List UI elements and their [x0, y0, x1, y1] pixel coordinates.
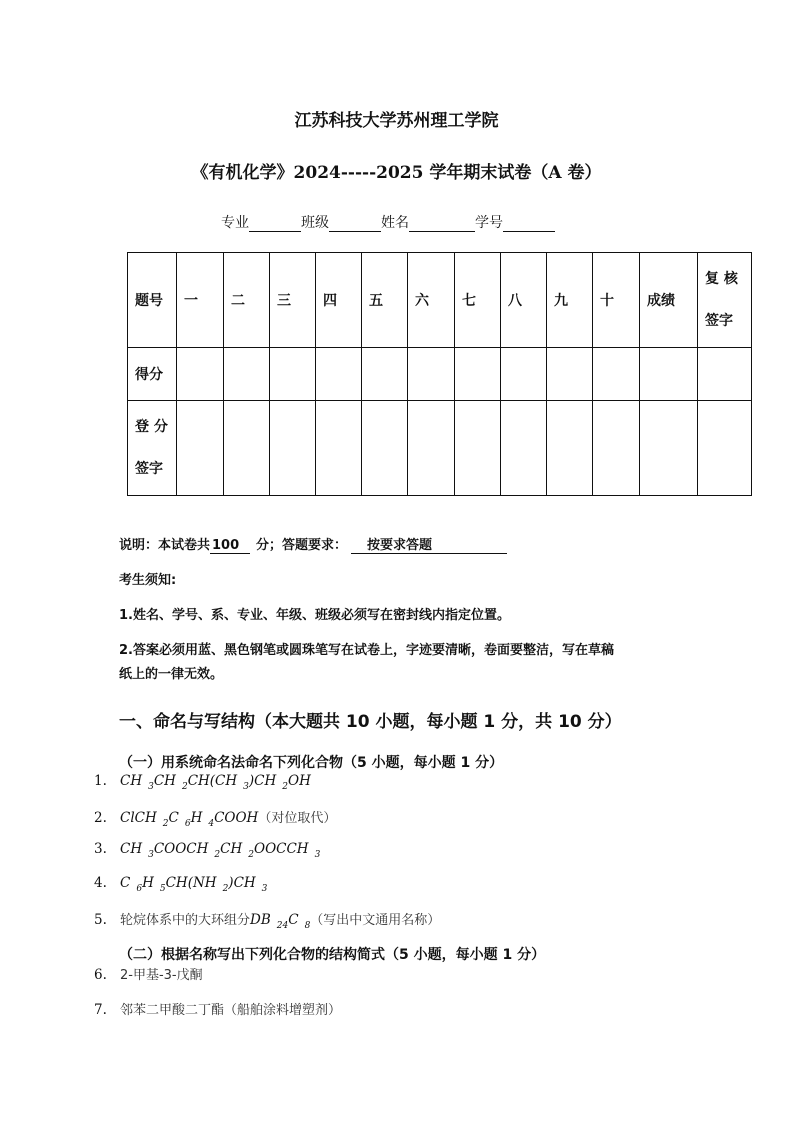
- formula-text: C: [288, 912, 299, 928]
- cell-review: [698, 253, 752, 348]
- part-2-title: （二）根据名称写出下列化合物的结构简式（5 小题，每小题 1 分）: [119, 947, 546, 963]
- requirement-value: 按要求答题: [351, 534, 507, 554]
- formula-text: COOH: [214, 810, 259, 826]
- question-text: 2-甲基-3-戊酮: [120, 968, 203, 983]
- formula-text: C: [168, 810, 179, 826]
- formula-subscript: 4: [208, 818, 215, 829]
- name-blank[interactable]: [409, 217, 475, 232]
- notice-title: 考生须知:: [119, 573, 177, 588]
- score-cell[interactable]: [593, 348, 640, 401]
- formula-subscript: 2: [248, 849, 254, 860]
- formula-subscript: 5: [159, 883, 166, 894]
- formula-text: )CH: [228, 875, 256, 891]
- question-item: [94, 999, 341, 1018]
- cell-q2: 二: [224, 253, 270, 348]
- score-label: 得分: [128, 348, 177, 401]
- score-cell[interactable]: [224, 348, 270, 401]
- formula-text: )CH: [248, 773, 277, 789]
- cell-q5: 五: [362, 253, 408, 348]
- chemical-formula: [250, 912, 311, 931]
- intro-text: 说明：本试卷共: [119, 538, 211, 553]
- score-cell[interactable]: [501, 348, 547, 401]
- formula-text: CH(CH: [187, 773, 238, 789]
- exam-title: 《有机化学》2024-----2025 学年期末试卷（A 卷）: [191, 163, 602, 183]
- signature-cell[interactable]: [501, 401, 547, 496]
- formula-text: COOCH: [153, 841, 209, 857]
- score-cell[interactable]: [177, 348, 224, 401]
- section-1-title: 一、命名与写结构（本大题共 10 小题，每小题 1 分，共 10 分）: [119, 712, 622, 732]
- formula-subscript: 2: [214, 849, 221, 860]
- major-label: 专业: [221, 215, 249, 231]
- question-number: 2.: [94, 810, 107, 826]
- exam-instructions: [119, 534, 507, 554]
- total-score: 100: [210, 538, 250, 554]
- chemical-formula: [120, 773, 311, 792]
- signature-cell[interactable]: [698, 401, 752, 496]
- class-label: 班级: [301, 215, 329, 231]
- question-item: [94, 841, 320, 860]
- score-cell[interactable]: [455, 348, 501, 401]
- student-id-label: 学号: [475, 215, 503, 231]
- formula-subscript: 3: [148, 781, 154, 792]
- name-label: 姓名: [381, 215, 409, 231]
- formula-subscript: 3: [148, 849, 154, 860]
- formula-text: CH: [120, 773, 143, 789]
- sign-label: 签字: [135, 461, 163, 477]
- formula-text: H: [142, 875, 154, 891]
- review-sign-label: 签字: [705, 313, 733, 329]
- formula-text: H: [190, 810, 203, 826]
- cell-q6: 六: [408, 253, 455, 348]
- score-cell[interactable]: [547, 348, 593, 401]
- cell-q9: 九: [547, 253, 593, 348]
- signature-cell[interactable]: [270, 401, 316, 496]
- school-name: 江苏科技大学苏州理工学院: [294, 111, 499, 131]
- cell-q1: 一: [177, 253, 224, 348]
- cell-q3: 三: [270, 253, 316, 348]
- formula-text: OH: [288, 773, 311, 789]
- signature-cell[interactable]: [362, 401, 408, 496]
- formula-subscript: 2: [222, 883, 229, 894]
- notice-2-cont: 纸上的一律无效。: [119, 667, 224, 682]
- chemical-formula: [120, 810, 259, 829]
- formula-subscript: 2: [282, 781, 289, 792]
- table-row-score: [128, 348, 752, 401]
- signature-cell[interactable]: [177, 401, 224, 496]
- signature-cell[interactable]: [593, 401, 640, 496]
- cell-total: 成绩: [640, 253, 698, 348]
- question-item: [94, 807, 336, 829]
- formula-text: ClCH: [120, 810, 157, 826]
- question-number: 5.: [94, 912, 107, 928]
- chemical-formula: [120, 875, 268, 894]
- signature-cell[interactable]: [640, 401, 698, 496]
- question-number: 1.: [94, 773, 107, 789]
- question-number: 4.: [94, 875, 107, 891]
- formula-subscript: 2: [181, 781, 188, 792]
- cell-q8: 八: [501, 253, 547, 348]
- cell-q10: 十: [593, 253, 640, 348]
- formula-subscript: 24: [276, 920, 289, 931]
- signature-cell[interactable]: [455, 401, 501, 496]
- major-blank[interactable]: [249, 217, 301, 232]
- question-note: （写出中文通用名称）: [310, 913, 441, 928]
- formula-text: OOCCH: [254, 841, 309, 857]
- notice-2: 2.答案必须用蓝、黑色钢笔或圆珠笔写在试卷上，字迹要清晰，卷面要整洁，写在草稿: [119, 643, 614, 658]
- question-item: [94, 875, 267, 894]
- class-blank[interactable]: [329, 217, 381, 232]
- question-number: 6.: [94, 967, 107, 983]
- score-cell[interactable]: [362, 348, 408, 401]
- signature-label: [128, 401, 177, 496]
- question-item: [94, 773, 311, 792]
- student-id-blank[interactable]: [503, 217, 555, 232]
- formula-subscript: 3: [314, 849, 321, 860]
- formula-subscript: 6: [136, 883, 143, 894]
- score-cell[interactable]: [408, 348, 455, 401]
- formula-subscript: 3: [261, 883, 268, 894]
- cell-q7: 七: [455, 253, 501, 348]
- requirement-label: 分；答题要求：: [256, 538, 348, 553]
- question-number: 3.: [94, 841, 107, 857]
- signature-cell[interactable]: [224, 401, 270, 496]
- score-cell[interactable]: [316, 348, 362, 401]
- question-text: 邻苯二甲酸二丁酯（船舶涂料增塑剂）: [120, 1003, 342, 1018]
- formula-text: CH: [120, 841, 143, 857]
- formula-text: DB: [250, 912, 271, 928]
- register-label: 登 分: [135, 419, 168, 435]
- table-row-header: [128, 253, 752, 348]
- formula-text: CH: [220, 841, 243, 857]
- formula-subscript: 2: [162, 818, 169, 829]
- question-prefix: 轮烷体系中的大环组分: [120, 913, 251, 928]
- student-info-line: [221, 212, 555, 232]
- score-cell[interactable]: [698, 348, 752, 401]
- question-item: [94, 964, 203, 983]
- chemical-formula: [120, 841, 321, 860]
- formula-subscript: 6: [184, 818, 191, 829]
- signature-cell[interactable]: [547, 401, 593, 496]
- question-note: （对位取代）: [258, 811, 337, 826]
- review-label: 复 核: [705, 271, 738, 287]
- formula-text: CH(NH: [165, 875, 217, 891]
- formula-subscript: 8: [304, 920, 311, 931]
- notice-1: 1.姓名、学号、系、专业、年级、班级必须写在密封线内指定位置。: [119, 608, 510, 623]
- score-table: [127, 252, 752, 496]
- signature-cell[interactable]: [408, 401, 455, 496]
- formula-text: CH: [153, 773, 176, 789]
- part-1-title: （一）用系统命名法命名下列化合物（5 小题，每小题 1 分）: [119, 755, 504, 771]
- formula-subscript: 3: [243, 781, 249, 792]
- signature-cell[interactable]: [316, 401, 362, 496]
- question-item: [94, 909, 440, 931]
- question-number: 7.: [94, 1002, 107, 1018]
- cell-q4: 四: [316, 253, 362, 348]
- score-cell[interactable]: [270, 348, 316, 401]
- table-row-signature: [128, 401, 752, 496]
- score-cell[interactable]: [640, 348, 698, 401]
- cell-label: 题号: [128, 253, 177, 348]
- formula-text: C: [120, 875, 131, 891]
